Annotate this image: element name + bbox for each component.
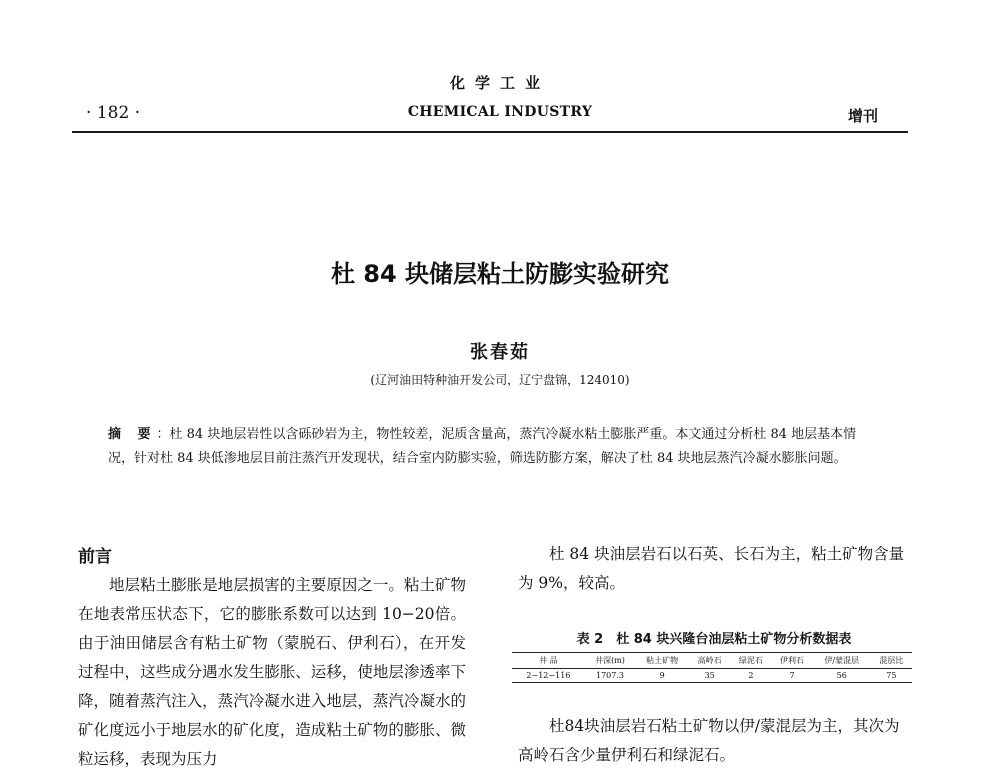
author-name: 张春茹 bbox=[470, 342, 530, 363]
table-cell: 7 bbox=[789, 671, 795, 680]
journal-title-english: CHEMICAL INDUSTRY bbox=[407, 104, 593, 120]
right-column-paragraph-2: 杜84块油层岩石粘土矿物以伊/蒙混层为主，其次为高岭石含少量伊利石和绿泥石。 bbox=[518, 717, 900, 764]
left-column-text bbox=[78, 571, 466, 774]
table-header-cell: 井 品 bbox=[539, 656, 558, 665]
table-header-cell: 高岭石 bbox=[697, 656, 722, 665]
table-header-row bbox=[512, 653, 912, 669]
left-paragraph: 地层粘土膨胀是地层损害的主要原因之一。粘土矿物在地表常压状态下，它的膨胀系数可以达到 10−20倍。由于油田储层含有粘土矿物（蒙脱石、伊利石），在开发过程中，这些成分遇水发生膨胀、运移，使地层渗透率下降，随着蒸汽注入，蒸汽冷凝水进入地层，蒸汽冷凝水的矿化度远小于地层水的矿化度，造成粘土矿物的膨胀、微粒运移，表现为压力 bbox=[78, 576, 466, 768]
journal-title-chinese: 化学工业 bbox=[449, 74, 550, 92]
table-cell: 56 bbox=[836, 671, 847, 680]
table-header-cell: 混层比 bbox=[879, 656, 904, 665]
table-header-cell: 伊/蒙混层 bbox=[824, 656, 860, 665]
section-heading: 前言 bbox=[78, 547, 112, 567]
issue-label: 增刊 bbox=[848, 107, 879, 125]
table-cell: 2−12−116 bbox=[526, 671, 571, 680]
table-row bbox=[512, 669, 912, 683]
table-cell: 1707.3 bbox=[596, 671, 624, 680]
author-affiliation: (辽河油田特种油开发公司，辽宁盘锦，124010) bbox=[370, 373, 630, 387]
table-cell: 75 bbox=[886, 671, 897, 680]
header-rule bbox=[72, 131, 908, 133]
data-table bbox=[512, 652, 912, 683]
table-header-cell: 伊利石 bbox=[780, 656, 805, 665]
table-cell: 2 bbox=[748, 671, 754, 680]
abstract-text: ：杜 84 块地层岩性以含砾砂岩为主，物性较差，泥质含量高，蒸汽冷凝水粘土膨胀严重。本文通过分析杜 84 地层基本情况，针对杜 84 块低渗地层目前注蒸汽开发现状，结合室内防膨实验，筛选防膨方案，解决了杜 84 块地层蒸汽冷凝水膨胀问题。 bbox=[108, 427, 857, 466]
table-header-cell: 井深(m) bbox=[595, 656, 625, 665]
abstract bbox=[108, 423, 878, 471]
article-title: 杜 84 块储层粘土防膨实验研究 bbox=[330, 260, 670, 288]
table-cell: 35 bbox=[704, 671, 715, 680]
table-header-cell: 粘土矿物 bbox=[646, 656, 679, 665]
table-header-cell: 绿泥石 bbox=[738, 656, 763, 665]
table-body bbox=[512, 669, 912, 683]
table-caption: 表 2 杜 84 块兴隆台油层粘土矿物分析数据表 bbox=[576, 632, 852, 647]
page-number: · 182 · bbox=[86, 103, 141, 123]
table-cell: 9 bbox=[659, 671, 665, 680]
right-column-paragraph-1: 杜 84 块油层岩石以石英、长石为主，粘土矿物含量为 9%，较高。 bbox=[518, 545, 905, 592]
abstract-label: 摘 要 bbox=[108, 427, 157, 442]
